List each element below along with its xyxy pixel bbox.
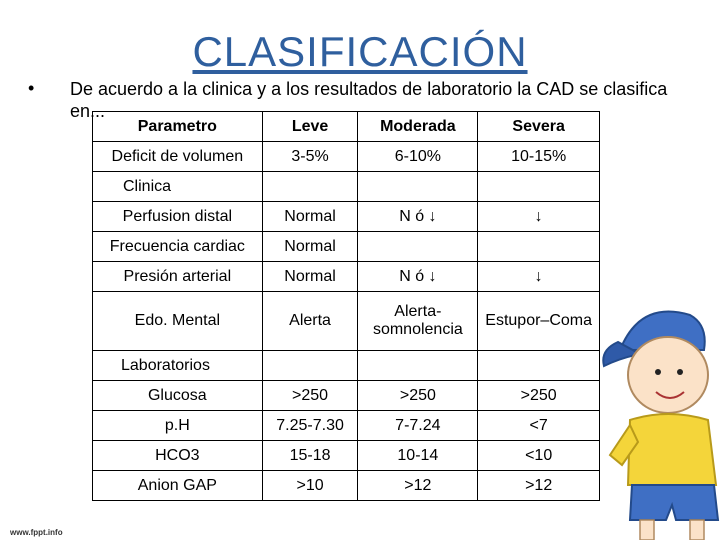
slide-title: CLASIFICACIÓN [192,28,528,75]
table-row [93,232,600,262]
table-cell [358,351,478,381]
table-cell: Anion GAP [93,471,263,501]
table-row [93,262,600,292]
table-cell [358,172,478,202]
table-cell: Normal [262,232,358,262]
table-cell: Estupor–Coma [478,292,600,351]
table-row [93,381,600,411]
section-label: Laboratorios [93,351,263,381]
table-cell: <10 [478,441,600,471]
table-cell: Perfusion distal [93,202,263,232]
table-cell [478,172,600,202]
table-cell: Presión arterial [93,262,263,292]
table-cell: <7 [478,411,600,441]
table-cell: Normal [262,202,358,232]
table-cell: >12 [358,471,478,501]
footer-site: www.fppt.info [10,528,63,537]
table-cell: 3-5% [262,142,358,172]
table-cell: >250 [262,381,358,411]
section-row [93,351,600,381]
table-cell: 15-18 [262,441,358,471]
table-header-row [93,112,600,142]
table-cell: ↓ [478,262,600,292]
table-cell: Frecuencia cardiac [93,232,263,262]
table-cell: Normal [262,262,358,292]
table-cell: 10-15% [478,142,600,172]
table-cell: 7.25-7.30 [262,411,358,441]
table-cell: 6-10% [358,142,478,172]
section-row [93,172,600,202]
table-row [93,411,600,441]
header-cell: Leve [262,112,358,142]
table-cell [262,351,358,381]
table-row [93,471,600,501]
classification-table [92,111,600,501]
table-cell: Alerta [262,292,358,351]
table-cell: Glucosa [93,381,263,411]
bullet-text: De acuerdo a la clinica y a los resultados de laboratorio la CAD se clasifica en... [70,79,668,121]
table-cell: p.H [93,411,263,441]
table-cell: Alerta-somnolencia [358,292,478,351]
table-cell: HCO3 [93,441,263,471]
table-row [93,202,600,232]
table-cell: Deficit de volumen [93,142,263,172]
table-cell [262,172,358,202]
header-cell: Moderada [358,112,478,142]
table-row [93,142,600,172]
table-cell [358,232,478,262]
table-cell: 7-7.24 [358,411,478,441]
header-cell: Parametro [93,112,263,142]
table-cell: >250 [478,381,600,411]
table-row [93,441,600,471]
table-cell: N ó ↓ [358,262,478,292]
table-row [93,292,600,351]
table-cell: >10 [262,471,358,501]
table-cell: Edo. Mental [93,292,263,351]
table-cell [478,232,600,262]
table-cell: N ó ↓ [358,202,478,232]
table-cell: >250 [358,381,478,411]
cartoon-kid-illustration [580,280,720,540]
bullet-dot: • [28,78,35,98]
section-label: Clinica [93,172,263,202]
table-cell: >12 [478,471,600,501]
table-cell: 10-14 [358,441,478,471]
header-cell: Severa [478,112,600,142]
table-cell: ↓ [478,202,600,232]
